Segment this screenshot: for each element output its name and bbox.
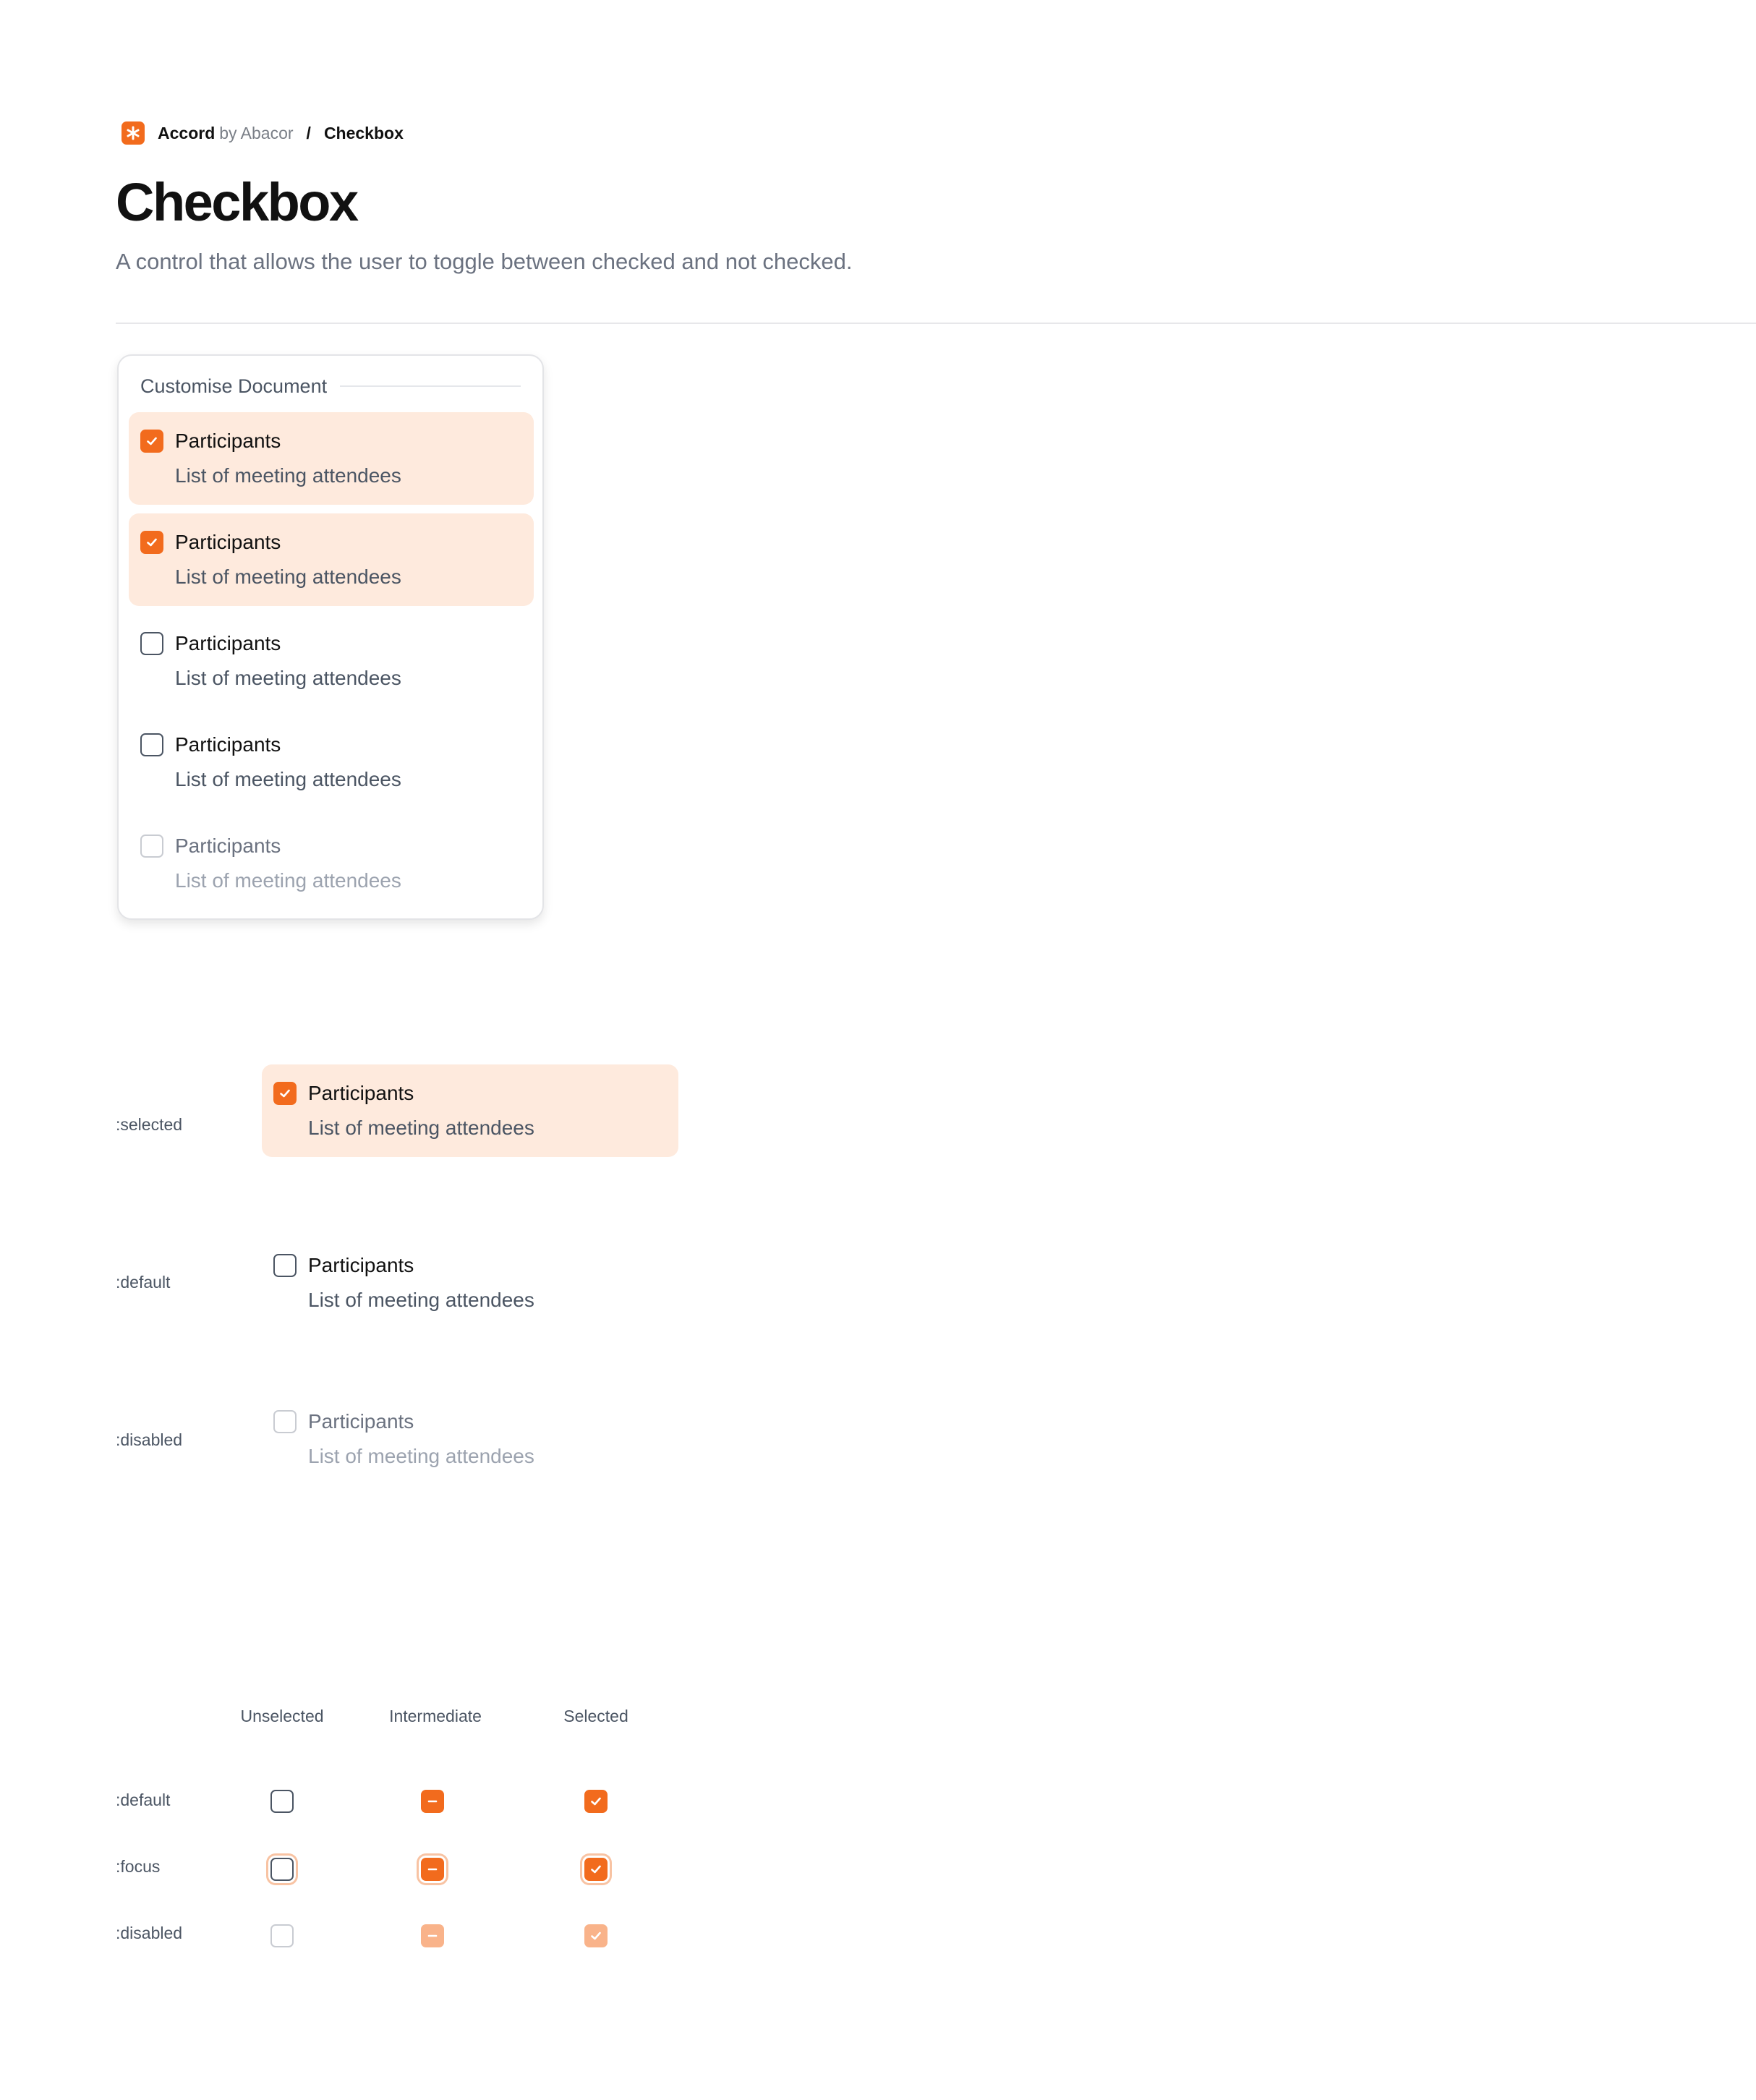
- checkbox-intermediate-focus[interactable]: [421, 1858, 444, 1881]
- checkbox-unselected-default[interactable]: [270, 1790, 294, 1813]
- breadcrumb-current: Checkbox: [323, 123, 404, 142]
- legend-divider: [340, 385, 521, 387]
- state-label-default: :default: [116, 1273, 171, 1292]
- checkbox-item-default[interactable]: [262, 1237, 678, 1329]
- row-label-default: :default: [116, 1790, 171, 1809]
- check-icon: [145, 434, 159, 448]
- checkbox-item-subtitle: List of meeting attendees: [175, 565, 401, 588]
- page-title: Checkbox: [116, 172, 357, 232]
- checkbox-intermediate-disabled: [421, 1924, 444, 1947]
- breadcrumb: [122, 120, 404, 146]
- minus-icon: [425, 1929, 440, 1943]
- column-header-selected: Selected: [563, 1707, 628, 1725]
- customise-document-card: [117, 354, 544, 920]
- checkbox-checked[interactable]: [140, 430, 163, 453]
- checkbox-item-disabled: [129, 817, 534, 910]
- minus-icon: [425, 1862, 440, 1877]
- minus-icon: [425, 1794, 440, 1809]
- checkbox-selected-disabled: [584, 1924, 608, 1947]
- check-icon: [589, 1929, 603, 1943]
- state-label-disabled: :disabled: [116, 1430, 183, 1449]
- checkbox-item-title: Participants: [175, 835, 281, 857]
- checkbox-disabled: [273, 1410, 297, 1433]
- page-description: A control that allows the user to toggle between checked and not checked.: [116, 249, 853, 274]
- checkbox-disabled: [140, 835, 163, 858]
- checkbox-unchecked[interactable]: [273, 1254, 297, 1277]
- checkbox-item-subtitle: List of meeting attendees: [175, 667, 401, 689]
- checkbox-item-title: Participants: [308, 1254, 414, 1276]
- checkbox-item-subtitle: List of meeting attendees: [308, 1289, 534, 1311]
- checkbox-item-selected[interactable]: [129, 412, 534, 505]
- checkbox-unselected-focus[interactable]: [270, 1858, 294, 1881]
- checkbox-item-subtitle: List of meeting attendees: [175, 768, 401, 790]
- column-header-intermediate: Intermediate: [389, 1707, 482, 1725]
- card-legend: [140, 372, 521, 401]
- check-icon: [589, 1862, 603, 1877]
- checkbox-item-title: Participants: [308, 1410, 414, 1433]
- column-header-unselected: Unselected: [240, 1707, 324, 1725]
- checkbox-item-selected[interactable]: [129, 513, 534, 606]
- state-label-selected: :selected: [116, 1115, 183, 1134]
- check-icon: [278, 1086, 292, 1101]
- checkbox-item-title: Participants: [175, 531, 281, 553]
- checkbox-item-title: Participants: [175, 733, 281, 756]
- checkbox-unchecked[interactable]: [140, 632, 163, 655]
- breadcrumb-separator: /: [306, 123, 311, 142]
- row-label-disabled: :disabled: [116, 1924, 183, 1942]
- divider: [116, 323, 1756, 324]
- checkbox-item-subtitle: List of meeting attendees: [175, 869, 401, 892]
- checkbox-selected-default[interactable]: [584, 1790, 608, 1813]
- card-legend-text: Customise Document: [140, 375, 328, 397]
- checkbox-selected-focus[interactable]: [584, 1858, 608, 1881]
- checkbox-item-default[interactable]: [129, 615, 534, 707]
- checkbox-item-subtitle: List of meeting attendees: [308, 1445, 534, 1467]
- check-icon: [145, 535, 159, 550]
- checkbox-checked[interactable]: [140, 531, 163, 554]
- checkbox-item-title: Participants: [175, 430, 281, 452]
- checkbox-item-disabled: [262, 1393, 678, 1485]
- checkbox-item-selected[interactable]: [262, 1064, 678, 1157]
- checkbox-item-subtitle: List of meeting attendees: [308, 1117, 534, 1139]
- row-label-focus: :focus: [116, 1857, 161, 1876]
- breadcrumb-by[interactable]: by Abacor: [219, 123, 294, 142]
- checkbox-intermediate-default[interactable]: [421, 1790, 444, 1813]
- checkbox-checked[interactable]: [273, 1082, 297, 1105]
- checkbox-item-subtitle: List of meeting attendees: [175, 464, 401, 487]
- asterisk-icon: [122, 121, 145, 145]
- checkbox-unselected-disabled: [270, 1924, 294, 1947]
- check-icon: [589, 1794, 603, 1809]
- checkbox-item-default[interactable]: [129, 716, 534, 808]
- checkbox-unchecked[interactable]: [140, 733, 163, 756]
- breadcrumb-brand[interactable]: Accord: [158, 123, 216, 142]
- checkbox-item-title: Participants: [308, 1082, 414, 1104]
- checkbox-item-title: Participants: [175, 632, 281, 654]
